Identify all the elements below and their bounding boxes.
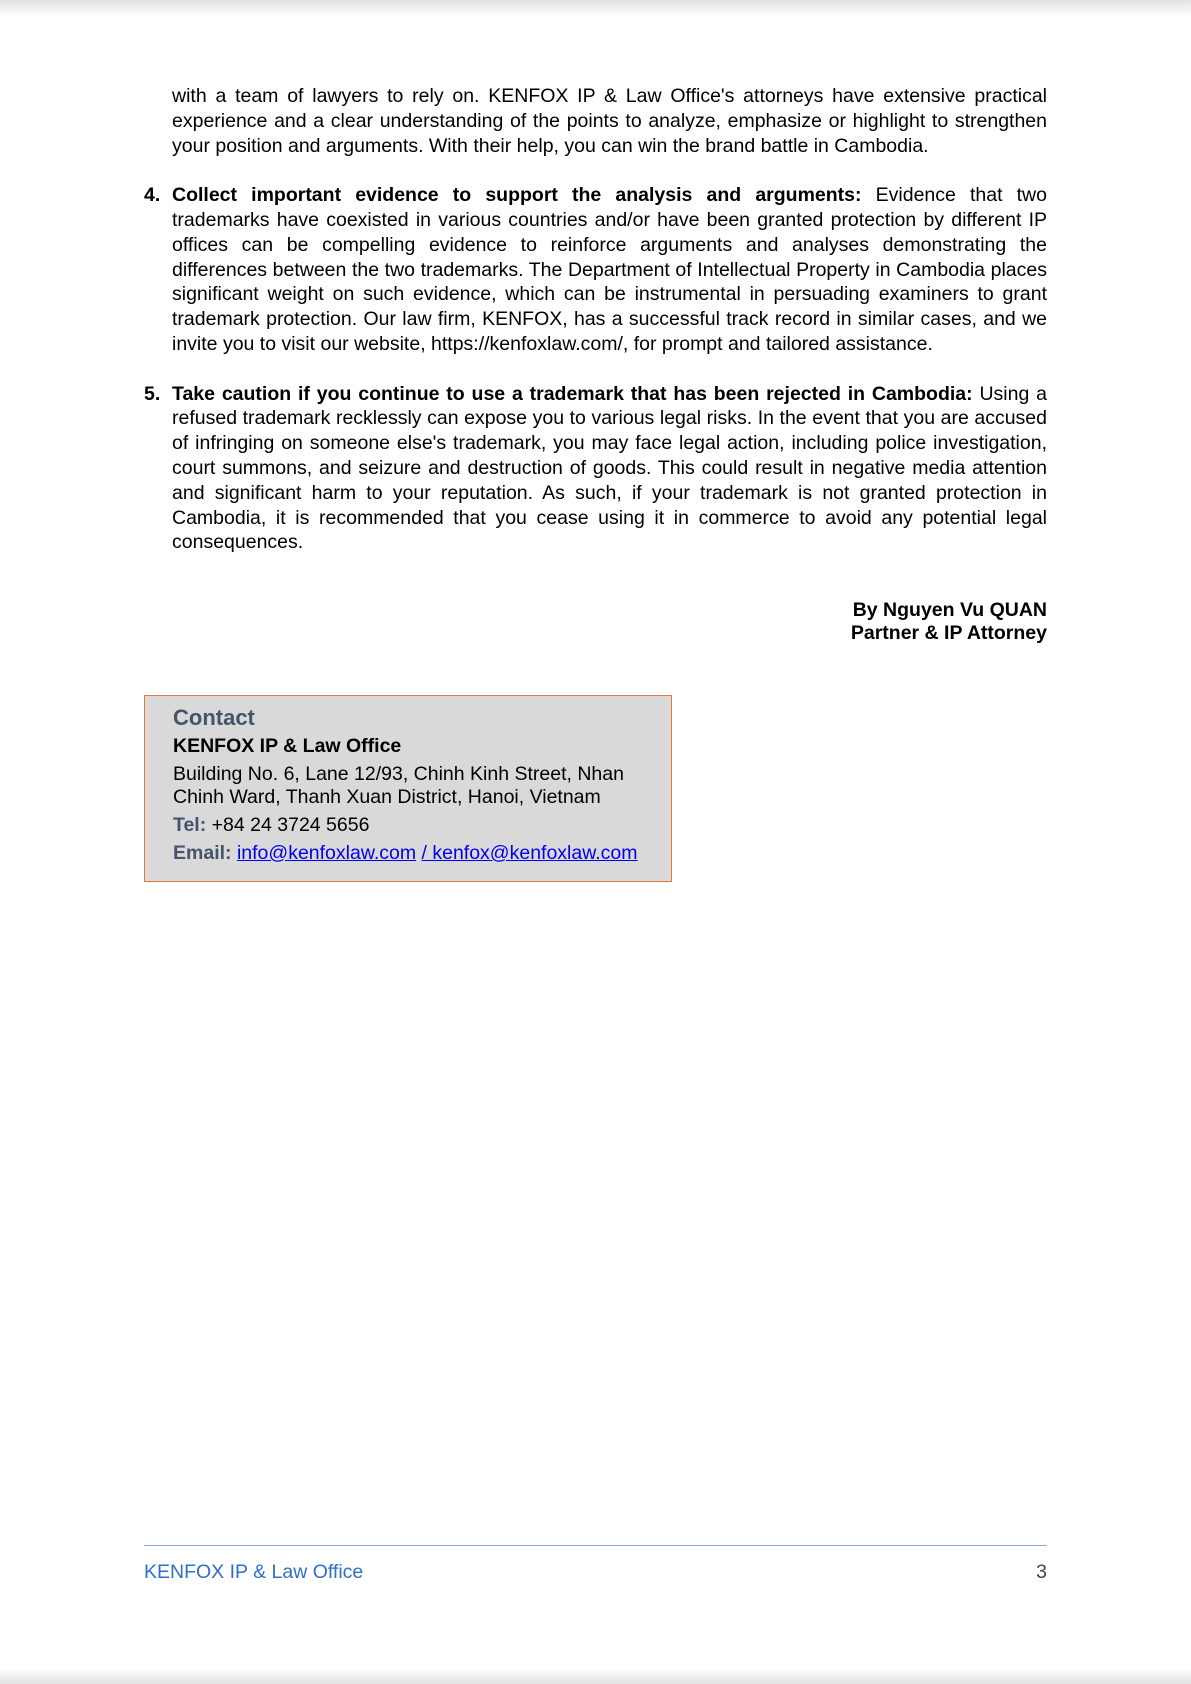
contact-address: Building No. 6, Lane 12/93, Chinh Kinh Street, Nhan Chinh Ward, Thanh Xuan District, Hanoi, Vietnam [173,763,624,808]
list-item-body: Evidence that two trademarks have coexisted in various countries and/or have been granted protection by different IP offices can be compelling evidence to reinforce arguments and analyses demonstrating the differences between the two trademarks. The Department of Intellectual Property in Cambodia places significant weight on such evidence, which can be instrumental in persuading examiners to grant trademark protection. Our law firm, KENFOX, has a successful track record in similar cases, and we invite you to visit our website, https://kenfoxlaw.com/, for prompt and tailored assistance. [172,184,1047,355]
list-item-body: Using a refused trademark recklessly can expose you to various legal risks. In the event that you are accused of infringing on someone else's trademark, you may face legal action, including police investigation, court summons, and seizure and destruction of goods. This could result in negative media attention and significant harm to your reputation. As such, if your trademark is not granted protection in Cambodia, it is recommended that you cease using it in commerce to avoid any potential legal consequences. [172,382,1047,554]
email-label: Email: [173,842,232,864]
list-item-heading: Collect important evidence to support the analysis and arguments: [172,184,862,207]
email-link-info[interactable]: info@kenfoxlaw.com [236,842,417,864]
list-item-4 [144,183,1047,357]
contact-title: Contact [173,705,255,730]
list-item-number: 4. [144,184,161,207]
page-number: 3 [1036,1561,1047,1583]
document-body [144,84,1047,645]
email-link-kenfox[interactable]: / kenfox@kenfoxlaw.com [421,842,638,864]
signature-role: Partner & IP Attorney [850,622,1047,645]
tel-value: +84 24 3724 5656 [206,814,370,836]
footer-divider [144,1545,1047,1546]
signature-author: By Nguyen Vu QUAN [852,599,1047,622]
list-item-5 [144,382,1047,556]
intro-paragraph: with a team of lawyers to rely on. KENFOX IP & Law Office's attorneys have extensive practical experience and a clear understanding of the points to analyze, emphasize or highlight to strengthen your position and arguments. With their help, you can win the brand battle in Cambodia. [172,85,1047,157]
page-bottom-shadow [0,1668,1191,1684]
contact-tel-row [173,814,653,837]
page-top-shadow [0,0,1191,16]
contact-box [144,695,672,882]
contact-email-row [173,842,653,865]
signature-block [144,599,1047,645]
list-item-number: 5. [144,382,161,405]
list-item-heading: Take caution if you continue to use a trademark that has been rejected in Cambodia: [172,382,973,405]
footer-organization: KENFOX IP & Law Office [144,1561,364,1583]
contact-organization: KENFOX IP & Law Office [173,735,402,757]
tel-label: Tel: [173,814,207,836]
